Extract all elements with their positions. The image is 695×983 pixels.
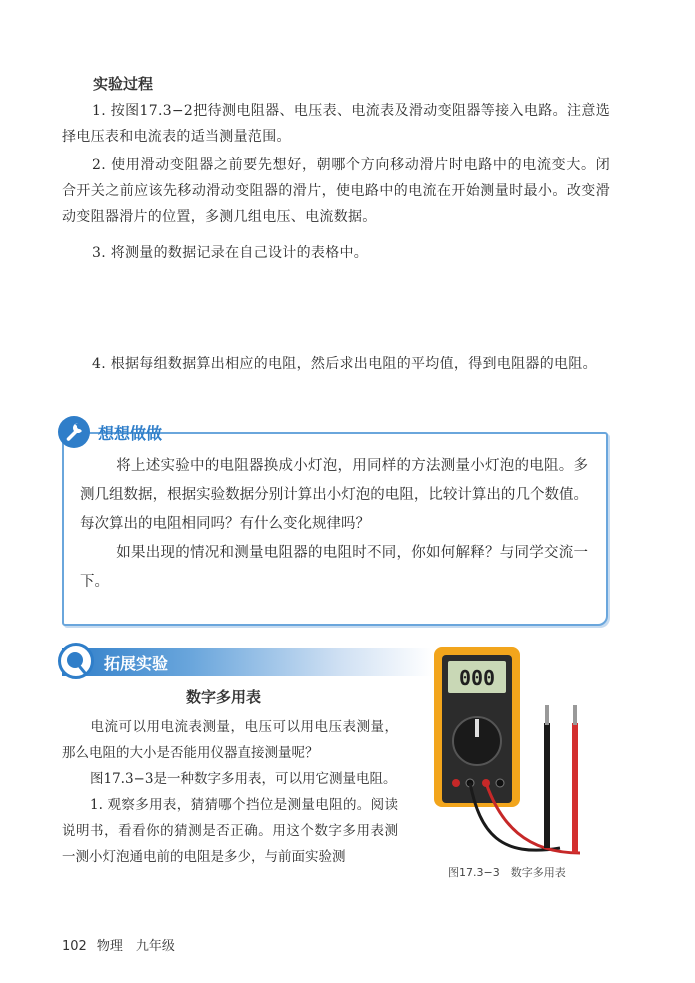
step-2-paragraph	[62, 152, 610, 230]
book-title: 物理 九年级	[96, 939, 175, 954]
extension-paragraph-1	[62, 714, 398, 766]
digital-multimeter-illustration	[430, 643, 610, 883]
magnifier-icon	[58, 643, 94, 679]
think-title: 想想做做	[98, 424, 163, 443]
step-1-text: 1. 按图17.3−2把待测电阻器、电压表、电流表及滑动变阻器等接入电路。注意选择电压表和电流表的适当测量范围。	[62, 103, 610, 145]
jack-com	[496, 779, 504, 787]
extension-paragraph-3	[62, 792, 398, 870]
step-4-text: 4. 根据每组数据算出相应的电阻，然后求出电阻的平均值，得到电阻器的电阻。	[92, 356, 597, 372]
step-1-paragraph	[62, 98, 610, 150]
dial-pointer	[475, 719, 479, 737]
extension-body	[62, 714, 398, 870]
think-paragraph-2	[80, 539, 588, 597]
black-probe	[544, 723, 550, 848]
step-3-text: 3. 将测量的数据记录在自己设计的表格中。	[92, 245, 369, 261]
page-footer	[62, 935, 175, 954]
wrench-icon	[58, 416, 90, 448]
extension-subtitle: 数字多用表	[186, 688, 262, 706]
think-paragraph-1-text: 将上述实验中的电阻器换成小灯泡，用同样的方法测量小灯泡的电阻。多测几组数据，根据实验数据分别计算出小灯泡的电阻，比较计算出的几个数值。每次算出的电阻相同吗？有什么变化规律吗？	[80, 458, 588, 532]
think-body	[80, 452, 588, 597]
extension-paragraph-2	[62, 766, 398, 792]
step-3-paragraph	[62, 240, 610, 266]
step-4-paragraph	[62, 351, 610, 377]
page-number: 102	[62, 939, 87, 954]
extension-paragraph-3-text: 1. 观察多用表，猜猜哪个挡位是测量电阻的。阅读说明书，看看你的猜测是否正确。用这个数字多用表测一测小灯泡通电前的电阻是多少，与前面实验测	[62, 797, 398, 865]
red-probe-tip	[573, 705, 577, 725]
think-paragraph-2-text: 如果出现的情况和测量电阻器的电阻时不同，你如何解释？与同学交流一下。	[80, 545, 588, 590]
meter-display-text: 000	[458, 666, 496, 690]
step-2-text: 2. 使用滑动变阻器之前要先想好，朝哪个方向移动滑片时电路中的电流变大。闭合开关之前应该先移动滑动变阻器的滑片，使电路中的电流在开始测量时最小。改变滑动变阻器滑片的位置，多测几组电压、电流数据。	[62, 157, 610, 225]
extension-paragraph-2-text: 图17.3−3是一种数字多用表，可以用它测量电阻。	[90, 771, 397, 787]
red-probe	[572, 723, 578, 853]
black-probe-tip	[545, 705, 549, 725]
extension-paragraph-1-text: 电流可以用电流表测量，电压可以用电压表测量，那么电阻的大小是否能用仪器直接测量呢？	[62, 719, 398, 761]
figure-caption: 图17.3−3 数字多用表	[448, 866, 566, 879]
think-paragraph-1	[80, 452, 588, 539]
extension-title: 拓展实验	[104, 654, 169, 673]
section-heading: 实验过程	[93, 75, 154, 93]
jack-red	[452, 779, 460, 787]
